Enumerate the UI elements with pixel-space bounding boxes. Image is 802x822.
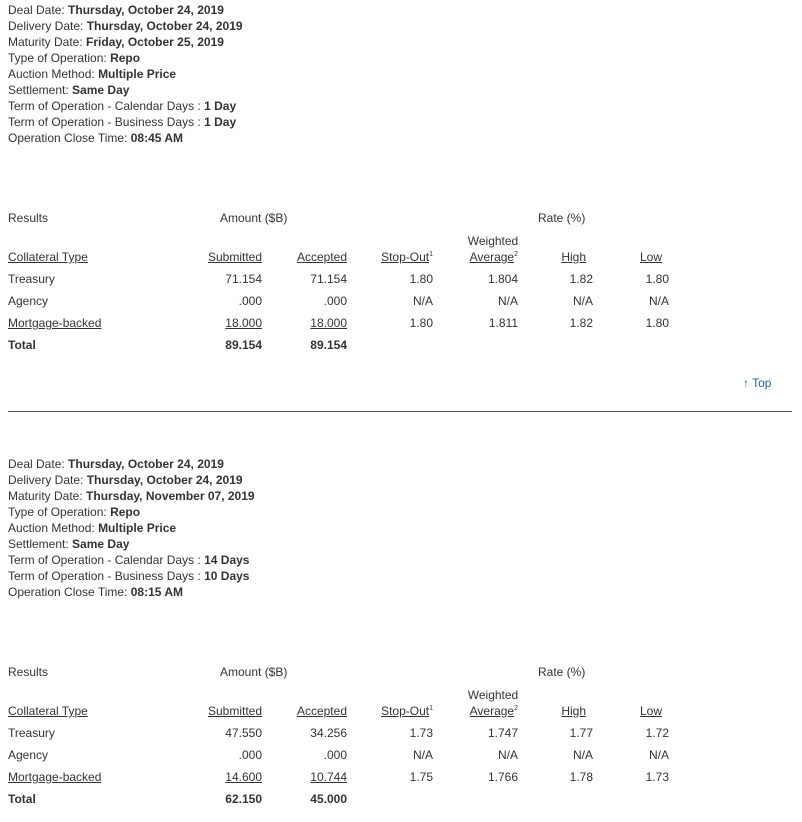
section-divider [8, 411, 792, 412]
low-cell: N/A [648, 748, 669, 762]
stop-out-cell: 1.73 [409, 726, 433, 740]
label: Term of Operation - Business Days : [8, 115, 201, 129]
submitted-cell[interactable]: 14.600 [225, 770, 262, 784]
low-cell: 1.73 [645, 770, 669, 784]
label: Operation Close Time: [8, 585, 128, 599]
top-link-label[interactable]: Top [752, 376, 772, 390]
row-type-agency: Agency [8, 294, 49, 308]
stop-out-cell: 1.80 [409, 316, 433, 330]
auction-method-line [8, 66, 243, 82]
accepted-heading[interactable]: Accepted [296, 704, 347, 718]
label: Term of Operation - Business Days : [8, 569, 201, 583]
auction-method-value: Multiple Price [98, 521, 177, 535]
submitted-cell: .000 [238, 294, 262, 308]
stop-out-cell: 1.75 [409, 770, 433, 784]
operation-1 [8, 2, 798, 362]
delivery-date-line [8, 18, 243, 34]
label: Maturity Date: [8, 35, 83, 49]
row-type-treasury: Treasury [8, 726, 55, 740]
average-heading[interactable] [433, 704, 518, 718]
high-heading[interactable]: High [561, 250, 586, 264]
accepted-cell[interactable]: 18.000 [310, 316, 347, 330]
term-calendar-line [8, 552, 255, 568]
stop-out-heading[interactable] [348, 250, 433, 264]
label: Deal Date: [8, 457, 65, 471]
operation-details [8, 456, 255, 600]
term-calendar-value: 1 Day [204, 99, 237, 113]
deal-date-value: Thursday, October 24, 2019 [68, 3, 224, 17]
term-calendar-value: 14 Days [204, 553, 250, 567]
high-cell: N/A [572, 748, 593, 762]
low-cell: 1.80 [645, 272, 669, 286]
operation-details [8, 2, 243, 146]
maturity-date-line [8, 488, 255, 504]
footnote-1: 1 [429, 251, 433, 258]
high-cell: 1.82 [569, 272, 593, 286]
term-business-line [8, 568, 255, 584]
settlement-value: Same Day [72, 83, 130, 97]
weighted-avg-cell: 1.747 [487, 726, 518, 740]
label: Settlement: [8, 83, 69, 97]
submitted-heading[interactable]: Submitted [207, 704, 262, 718]
stop-out-heading[interactable] [348, 704, 433, 718]
maturity-date-value: Friday, October 25, 2019 [86, 35, 224, 49]
type-line [8, 504, 255, 520]
low-heading[interactable]: Low [639, 250, 662, 264]
row-type-agency: Agency [8, 748, 49, 762]
term-business-line [8, 114, 243, 130]
rate-heading: Rate (%) [538, 665, 586, 679]
low-cell: N/A [648, 294, 669, 308]
total-accepted: 89.154 [310, 338, 347, 352]
type-value: Repo [110, 51, 141, 65]
weighted-avg-cell: 1.804 [487, 272, 518, 286]
total-submitted: 89.154 [225, 338, 262, 352]
label: Auction Method: [8, 67, 95, 81]
label: Deal Date: [8, 3, 65, 17]
label: Type of Operation: [8, 51, 107, 65]
close-time-line [8, 584, 255, 600]
weighted-avg-cell: N/A [497, 748, 518, 762]
row-type-mortgage-backed[interactable]: Mortgage-backed [8, 316, 102, 330]
term-business-value: 1 Day [204, 115, 237, 129]
delivery-date-line [8, 472, 255, 488]
top-link[interactable] [743, 376, 771, 390]
submitted-cell: .000 [238, 748, 262, 762]
weighted-avg-cell: 1.766 [487, 770, 518, 784]
total-accepted: 45.000 [310, 792, 347, 806]
high-cell: N/A [572, 294, 593, 308]
term-calendar-line [8, 98, 243, 114]
settlement-line [8, 536, 255, 552]
label: Term of Operation - Calendar Days : [8, 553, 201, 567]
operation-2 [8, 456, 798, 816]
row-type-treasury: Treasury [8, 272, 55, 286]
amount-heading: Amount ($B) [220, 665, 288, 679]
low-cell: 1.72 [645, 726, 669, 740]
stop-out-cell: N/A [412, 294, 433, 308]
stop-out-label[interactable]: Stop-Out [381, 704, 430, 718]
amount-heading: Amount ($B) [220, 211, 288, 225]
accepted-cell: 34.256 [310, 726, 347, 740]
type-value: Repo [110, 505, 141, 519]
auction-method-line [8, 520, 255, 536]
term-business-value: 10 Days [204, 569, 250, 583]
stop-out-cell: 1.80 [409, 272, 433, 286]
weighted-heading: Weighted [467, 688, 519, 702]
low-heading[interactable]: Low [639, 704, 662, 718]
total-submitted: 62.150 [225, 792, 262, 806]
weighted-avg-cell: 1.811 [488, 316, 518, 330]
deal-date-line [8, 2, 243, 18]
row-type-mortgage-backed[interactable]: Mortgage-backed [8, 770, 102, 784]
deal-date-value: Thursday, October 24, 2019 [68, 457, 224, 471]
label: Auction Method: [8, 521, 95, 535]
submitted-cell: 71.154 [225, 272, 262, 286]
delivery-date-value: Thursday, October 24, 2019 [86, 19, 243, 33]
average-heading[interactable] [433, 250, 518, 264]
close-time-line [8, 130, 243, 146]
footnote-2: 2 [514, 705, 518, 712]
submitted-heading[interactable]: Submitted [207, 250, 262, 264]
average-label[interactable]: Average [469, 704, 515, 718]
submitted-cell: 47.550 [225, 726, 262, 740]
settlement-line [8, 82, 243, 98]
label: Settlement: [8, 537, 69, 551]
arrow-up-icon: ↑ [743, 376, 749, 390]
label: Term of Operation - Calendar Days : [8, 99, 201, 113]
footnote-2: 2 [514, 251, 518, 258]
delivery-date-value: Thursday, October 24, 2019 [86, 473, 243, 487]
low-cell: 1.80 [645, 316, 669, 330]
average-label[interactable]: Average [469, 250, 515, 264]
accepted-cell[interactable]: 10.744 [310, 770, 347, 784]
maturity-date-value: Thursday, November 07, 2019 [86, 489, 255, 503]
accepted-heading[interactable]: Accepted [296, 250, 347, 264]
stop-out-cell: N/A [412, 748, 433, 762]
submitted-cell[interactable]: 18.000 [225, 316, 262, 330]
high-cell: 1.77 [569, 726, 593, 740]
rate-heading: Rate (%) [538, 211, 586, 225]
accepted-cell: .000 [323, 748, 347, 762]
high-heading[interactable]: High [561, 704, 586, 718]
accepted-cell: 71.154 [310, 272, 347, 286]
collateral-type-heading[interactable]: Collateral Type [8, 704, 88, 718]
close-time-value: 08:45 AM [130, 131, 183, 145]
type-line [8, 50, 243, 66]
high-cell: 1.78 [569, 770, 593, 784]
auction-method-value: Multiple Price [98, 67, 177, 81]
label: Type of Operation: [8, 505, 107, 519]
high-cell: 1.82 [569, 316, 593, 330]
total-label: Total [8, 338, 36, 352]
label: Operation Close Time: [8, 131, 128, 145]
results-heading: Results [8, 211, 49, 225]
label: Delivery Date: [8, 19, 84, 33]
accepted-cell: .000 [323, 294, 347, 308]
maturity-date-line [8, 34, 243, 50]
stop-out-label[interactable]: Stop-Out [381, 250, 430, 264]
deal-date-line [8, 456, 255, 472]
collateral-type-heading[interactable]: Collateral Type [8, 250, 88, 264]
total-label: Total [8, 792, 36, 806]
weighted-heading: Weighted [467, 234, 519, 248]
footnote-1: 1 [429, 705, 433, 712]
weighted-avg-cell: N/A [497, 294, 518, 308]
settlement-value: Same Day [72, 537, 130, 551]
label: Delivery Date: [8, 473, 84, 487]
results-heading: Results [8, 665, 49, 679]
label: Maturity Date: [8, 489, 83, 503]
close-time-value: 08:15 AM [130, 585, 183, 599]
